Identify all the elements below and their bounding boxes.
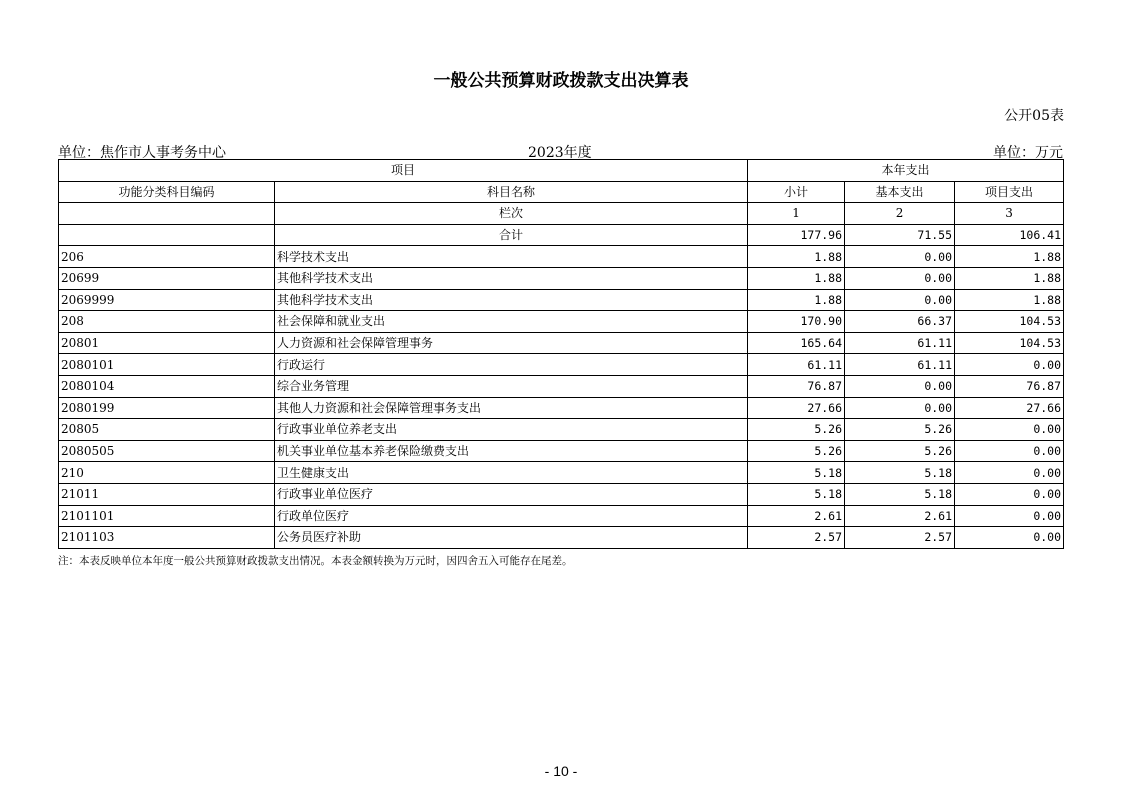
cell-subject-name: 其他科学技术支出 xyxy=(275,289,748,311)
header-item: 项目 xyxy=(59,160,748,182)
cell-func-code: 2101103 xyxy=(59,527,275,549)
cell-subject-name: 行政事业单位医疗 xyxy=(275,483,748,505)
cell-func-code: 20801 xyxy=(59,332,275,354)
cell-subtotal: 5.18 xyxy=(748,462,845,484)
cell-func-code: 2101101 xyxy=(59,505,275,527)
cell-subject-name: 其他科学技术支出 xyxy=(275,267,748,289)
table-row xyxy=(59,246,1064,268)
cell-subject-name: 行政运行 xyxy=(275,354,748,376)
cell-subject-name: 科学技术支出 xyxy=(275,246,748,268)
header-project-expense: 项目支出 xyxy=(955,181,1064,203)
total-subtotal: 177.96 xyxy=(748,224,845,246)
cell-subject-name: 人力资源和社会保障管理事务 xyxy=(275,332,748,354)
expenditure-table xyxy=(58,159,1064,549)
cell-func-code: 206 xyxy=(59,246,275,268)
cell-subtotal: 1.88 xyxy=(748,289,845,311)
cell-subject-name: 其他人力资源和社会保障管理事务支出 xyxy=(275,397,748,419)
cell-project-expense: 76.87 xyxy=(955,375,1064,397)
cell-project-expense: 0.00 xyxy=(955,505,1064,527)
table-row xyxy=(59,375,1064,397)
cell-project-expense: 1.88 xyxy=(955,289,1064,311)
table-row xyxy=(59,440,1064,462)
cell-basic-expense: 61.11 xyxy=(845,354,955,376)
table-row xyxy=(59,354,1064,376)
cell-subject-name: 行政事业单位养老支出 xyxy=(275,419,748,441)
reporting-unit: 单位：焦作市人事考务中心 xyxy=(58,145,226,161)
cell-subtotal: 170.90 xyxy=(748,311,845,333)
cell-project-expense: 27.66 xyxy=(955,397,1064,419)
cell-subtotal: 5.18 xyxy=(748,483,845,505)
cell-func-code: 2080505 xyxy=(59,440,275,462)
table-row xyxy=(59,505,1064,527)
table-row xyxy=(59,267,1064,289)
total-blank-cell xyxy=(59,224,275,246)
cell-func-code: 20699 xyxy=(59,267,275,289)
report-meta xyxy=(58,142,1063,160)
table-row xyxy=(59,397,1064,419)
cell-basic-expense: 0.00 xyxy=(845,267,955,289)
table-row xyxy=(59,332,1064,354)
total-label: 合计 xyxy=(275,224,748,246)
cell-project-expense: 104.53 xyxy=(955,311,1064,333)
page-title: 一般公共预算财政拨款支出决算表 xyxy=(433,71,689,91)
cell-subtotal: 5.26 xyxy=(748,440,845,462)
table-row xyxy=(59,311,1064,333)
cell-func-code: 2080104 xyxy=(59,375,275,397)
cell-project-expense: 1.88 xyxy=(955,267,1064,289)
cell-project-expense: 0.00 xyxy=(955,483,1064,505)
cell-subject-name: 卫生健康支出 xyxy=(275,462,748,484)
cell-subject-name: 机关事业单位基本养老保险缴费支出 xyxy=(275,440,748,462)
cell-basic-expense: 0.00 xyxy=(845,397,955,419)
cell-project-expense: 0.00 xyxy=(955,419,1064,441)
cell-subtotal: 2.57 xyxy=(748,527,845,549)
total-project: 106.41 xyxy=(955,224,1064,246)
form-code: 公开05表 xyxy=(1004,108,1064,124)
header-row-2 xyxy=(59,181,1064,203)
table-row xyxy=(59,419,1064,441)
cell-basic-expense: 5.26 xyxy=(845,440,955,462)
table-row xyxy=(59,289,1064,311)
cell-subtotal: 2.61 xyxy=(748,505,845,527)
header-col3: 3 xyxy=(955,203,1064,225)
cell-basic-expense: 2.57 xyxy=(845,527,955,549)
cell-subtotal: 61.11 xyxy=(748,354,845,376)
cell-subject-name: 综合业务管理 xyxy=(275,375,748,397)
header-col2: 2 xyxy=(845,203,955,225)
table-row xyxy=(59,483,1064,505)
cell-project-expense: 0.00 xyxy=(955,527,1064,549)
cell-subject-name: 公务员医疗补助 xyxy=(275,527,748,549)
cell-project-expense: 0.00 xyxy=(955,440,1064,462)
cell-func-code: 208 xyxy=(59,311,275,333)
header-basic-expense: 基本支出 xyxy=(845,181,955,203)
page-number: - 10 - xyxy=(544,763,578,779)
cell-subject-name: 行政单位医疗 xyxy=(275,505,748,527)
cell-project-expense: 1.88 xyxy=(955,246,1064,268)
cell-subtotal: 1.88 xyxy=(748,267,845,289)
header-subject-name: 科目名称 xyxy=(275,181,748,203)
cell-func-code: 2069999 xyxy=(59,289,275,311)
cell-basic-expense: 5.18 xyxy=(845,483,955,505)
header-subtotal: 小计 xyxy=(748,181,845,203)
cell-func-code: 2080101 xyxy=(59,354,275,376)
cell-project-expense: 104.53 xyxy=(955,332,1064,354)
cell-subject-name: 社会保障和就业支出 xyxy=(275,311,748,333)
cell-subtotal: 165.64 xyxy=(748,332,845,354)
total-basic: 71.55 xyxy=(845,224,955,246)
currency-unit: 单位：万元 xyxy=(993,145,1063,161)
cell-basic-expense: 2.61 xyxy=(845,505,955,527)
header-func-code: 功能分类科目编码 xyxy=(59,181,275,203)
cell-basic-expense: 61.11 xyxy=(845,332,955,354)
cell-basic-expense: 0.00 xyxy=(845,375,955,397)
header-col1: 1 xyxy=(748,203,845,225)
table-row xyxy=(59,462,1064,484)
total-row xyxy=(59,224,1064,246)
cell-subtotal: 5.26 xyxy=(748,419,845,441)
header-row-3 xyxy=(59,203,1064,225)
cell-basic-expense: 66.37 xyxy=(845,311,955,333)
cell-subtotal: 1.88 xyxy=(748,246,845,268)
cell-basic-expense: 0.00 xyxy=(845,289,955,311)
footnote: 注：本表反映单位本年度一般公共预算财政拨款支出情况。本表金额转换为万元时，因四舍五入可能存在尾差。 xyxy=(58,555,573,567)
cell-func-code: 210 xyxy=(59,462,275,484)
header-row-1 xyxy=(59,160,1064,182)
cell-basic-expense: 0.00 xyxy=(845,246,955,268)
fiscal-year: 2023年度 xyxy=(528,145,592,161)
cell-func-code: 21011 xyxy=(59,483,275,505)
header-current-year-expense: 本年支出 xyxy=(748,160,1064,182)
cell-project-expense: 0.00 xyxy=(955,354,1064,376)
cell-subtotal: 76.87 xyxy=(748,375,845,397)
header-column-no: 栏次 xyxy=(275,203,748,225)
cell-project-expense: 0.00 xyxy=(955,462,1064,484)
cell-subtotal: 27.66 xyxy=(748,397,845,419)
cell-func-code: 20805 xyxy=(59,419,275,441)
cell-basic-expense: 5.18 xyxy=(845,462,955,484)
table-row xyxy=(59,527,1064,549)
cell-basic-expense: 5.26 xyxy=(845,419,955,441)
header-blank-cell xyxy=(59,203,275,225)
cell-func-code: 2080199 xyxy=(59,397,275,419)
